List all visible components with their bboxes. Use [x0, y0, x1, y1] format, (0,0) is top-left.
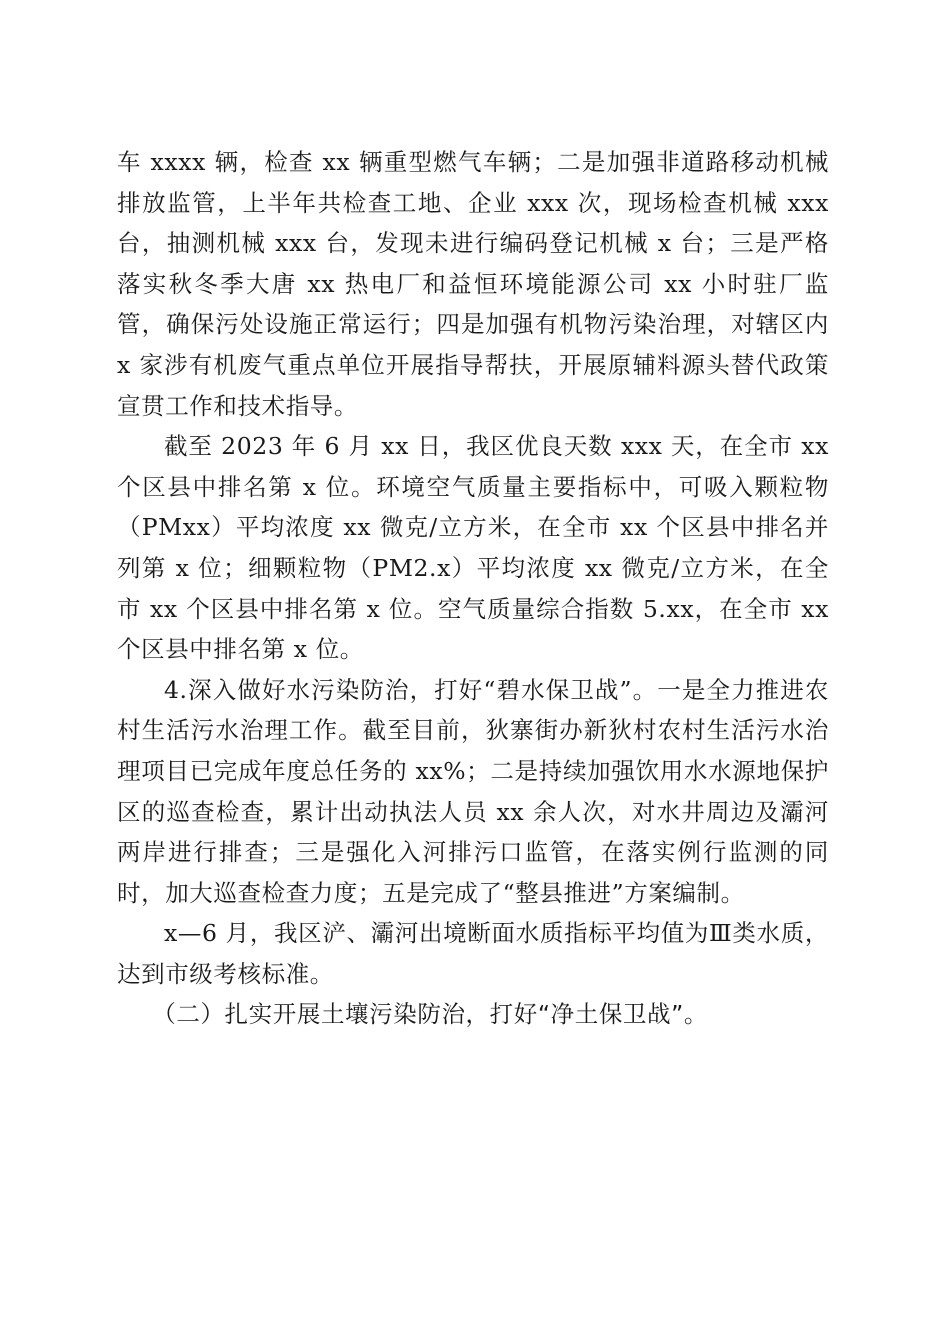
- document-page: [117, 142, 829, 1035]
- paragraph-water-pollution-prevention: 4.深入做好水污染防治，打好“碧水保卫战”。一是全力推进农村生活污水治理工作。截至目前，狄寨街办新狄村农村生活污水治理项目已完成年度总任务的 xx%；二是持续加强饮用水水源地保护区的巡查检查，累计出动执法人员 xx 余人次，对水井周边及灞河两岸进行排查；三是强化入河排污口监管，在落实例行监测的同时，加大巡查检查力度；五是完成了“整县推进”方案编制。: [117, 675, 829, 907]
- paragraph-water-quality-result: x—6 月，我区浐、灞河出境断面水质指标平均值为Ⅲ类水质，达到市级考核标准。: [117, 919, 829, 988]
- section-heading-soil-pollution: （二）扎实开展土壤污染防治，打好“净土保卫战”。: [152, 1000, 708, 1029]
- paragraph-vehicle-emission-inspection: 车 xxxx 辆，检查 xx 辆重型燃气车辆；二是加强非道路移动机械排放监管，上半年共检查工地、企业 xxx 次，现场检查机械 xxx 台，抽测机械 xxx 台，发现未进行编码登记机械 x 台；三是严格落实秋冬季大唐 xx 热电厂和益恒环境能源公司 xx 小时驻厂监管，确保污处设施正常运行；四是加强有机物污染治理，对辖区内 x 家涉有机废气重点单位开展指导帮扶，开展原辅料源头替代政策宣贯工作和技术指导。: [117, 148, 829, 420]
- paragraph-air-quality-ranking: 截至 2023 年 6 月 xx 日，我区优良天数 xxx 天，在全市 xx 个区县中排名第 x 位。环境空气质量主要指标中，可吸入颗粒物（PMxx）平均浓度 xx 微克/立方米，在全市 xx 个区县中排名并列第 x 位；细颗粒物（PM2.x）平均浓度 xx 微克/立方米，在全市 xx 个区县中排名第 x 位。空气质量综合指数 5.xx，在全市 xx 个区县中排名第 x 位。: [117, 432, 829, 664]
